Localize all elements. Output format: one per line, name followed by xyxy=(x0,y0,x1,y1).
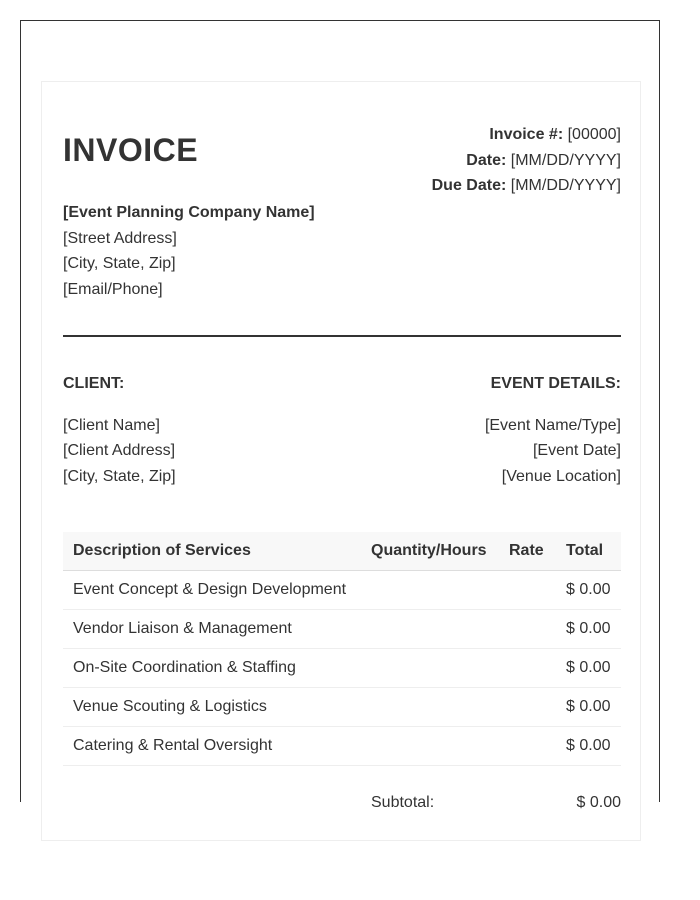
row-description: Venue Scouting & Logistics xyxy=(63,688,361,727)
services-table xyxy=(63,532,621,766)
row-rate xyxy=(499,727,556,766)
table-row xyxy=(63,727,621,766)
due-date-line xyxy=(432,173,621,199)
company-contact: [Email/Phone] xyxy=(63,280,163,298)
due-date-label: Due Date: xyxy=(431,177,507,195)
row-quantity xyxy=(361,649,499,688)
row-total: $ 0.00 xyxy=(556,727,621,766)
table-row xyxy=(63,610,621,649)
invoice-date-value: [MM/DD/YYYY] xyxy=(510,151,621,169)
row-total: $ 0.00 xyxy=(556,649,621,688)
table-row xyxy=(63,649,621,688)
row-description: On-Site Coordination & Staffing xyxy=(63,649,361,688)
invoice-date-label: Date: xyxy=(466,151,507,169)
table-row xyxy=(63,571,621,610)
client-city: [City, State, Zip] xyxy=(63,467,176,485)
event-venue: [Venue Location] xyxy=(501,467,621,485)
client-info xyxy=(63,371,176,489)
row-description: Catering & Rental Oversight xyxy=(63,727,361,766)
company-name: [Event Planning Company Name] xyxy=(63,204,315,221)
client-name: [Client Name] xyxy=(63,416,160,434)
company-city: [City, State, Zip] xyxy=(63,255,176,273)
invoice-number-value: [00000] xyxy=(567,126,621,143)
invoice-date-line xyxy=(432,148,621,174)
subtotal-label: Subtotal: xyxy=(371,794,435,811)
invoice-sheet xyxy=(41,81,641,841)
row-total: $ 0.00 xyxy=(556,610,621,649)
due-date-value: [MM/DD/YYYY] xyxy=(510,177,621,195)
document-frame xyxy=(20,20,660,811)
event-date: [Event Date] xyxy=(532,442,621,460)
table-header-row xyxy=(63,532,621,571)
client-heading: CLIENT: xyxy=(63,375,125,392)
event-details xyxy=(485,371,621,489)
row-quantity xyxy=(361,571,499,610)
event-heading: EVENT DETAILS: xyxy=(490,375,621,392)
header-total: Total xyxy=(556,532,621,571)
row-total: $ 0.00 xyxy=(556,688,621,727)
client-address: [Client Address] xyxy=(63,442,176,460)
invoice-number-label: Invoice #: xyxy=(489,126,564,143)
header-description: Description of Services xyxy=(63,532,361,571)
row-quantity xyxy=(361,727,499,766)
row-quantity xyxy=(361,610,499,649)
row-rate xyxy=(499,649,556,688)
row-description: Event Concept & Design Development xyxy=(63,571,361,610)
row-rate xyxy=(499,571,556,610)
company-street: [Street Address] xyxy=(63,229,177,247)
invoice-number-line xyxy=(432,122,621,148)
company-info xyxy=(63,200,315,302)
row-description: Vendor Liaison & Management xyxy=(63,610,361,649)
invoice-title: INVOICE xyxy=(63,132,199,168)
table-row xyxy=(63,688,621,727)
row-rate xyxy=(499,688,556,727)
row-total: $ 0.00 xyxy=(556,571,621,610)
invoice-meta xyxy=(432,122,621,199)
header-divider xyxy=(63,335,621,337)
subtotal-value: $ 0.00 xyxy=(576,794,621,811)
header-quantity: Quantity/Hours xyxy=(361,532,499,571)
header-rate: Rate xyxy=(499,532,556,571)
row-rate xyxy=(499,610,556,649)
row-quantity xyxy=(361,688,499,727)
event-name: [Event Name/Type] xyxy=(484,416,621,434)
